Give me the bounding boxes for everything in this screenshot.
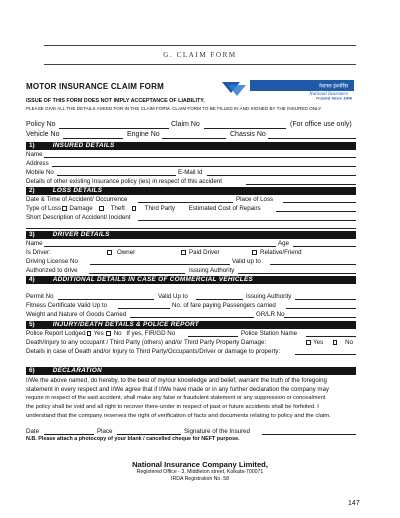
theft-checkbox[interactable] bbox=[132, 206, 137, 211]
injury-no-label: No bbox=[345, 339, 354, 346]
police-station-field[interactable] bbox=[306, 336, 356, 337]
fir-label: If yes, FIR/GD No bbox=[126, 330, 176, 337]
permit-valid-label: Valid Up to bbox=[158, 293, 188, 300]
third-party-label: Third Party bbox=[144, 205, 176, 212]
chassis-no-label: Chassis No bbox=[230, 131, 266, 138]
section-insured-details bbox=[26, 142, 356, 150]
other-policy-label: Details of other existing Insurance policy (ies) in respect of this accident bbox=[26, 178, 223, 185]
fare-passengers-field[interactable] bbox=[286, 308, 356, 309]
svg-text:नेशनल इंश्योरेंस: नेशनल इंश्योरेंस bbox=[318, 83, 348, 90]
accident-date-label: Date & Time of Accident/ Occurrence bbox=[26, 196, 128, 203]
theft-label: Theft bbox=[110, 205, 125, 212]
chassis-no-field[interactable] bbox=[268, 138, 356, 139]
estimated-cost-label: Estimated Cost of Repairs bbox=[188, 205, 261, 212]
declaration-line-1: I/We the above named, do hereby, to the best of my/our knowledge and belief, warrant the truth of the foregoing bbox=[26, 377, 327, 384]
permit-valid-field[interactable] bbox=[196, 299, 243, 300]
injury-details-field[interactable] bbox=[295, 354, 356, 355]
mobile-no-label: Mobile No bbox=[26, 169, 54, 176]
license-no-field[interactable] bbox=[90, 264, 230, 265]
declaration-line-3: require in respect of the said accident, shall make any false or fraudulent statement or any suppression or concealment bbox=[26, 395, 326, 401]
email-label: E-Mail Id bbox=[178, 169, 203, 176]
place-of-loss-label: Place of Loss bbox=[236, 196, 274, 203]
permit-no-label: Permit No bbox=[26, 293, 54, 300]
gr-lr-label: GR/LR No bbox=[256, 311, 285, 318]
goods-label: Weight and Nature of Goods Carried bbox=[26, 311, 127, 318]
driver-age-field[interactable] bbox=[293, 246, 356, 247]
page-number: 147 bbox=[348, 500, 360, 507]
fare-passengers-label: No. of fare paying Passengers carried bbox=[172, 302, 276, 309]
insured-name-label: Name bbox=[26, 151, 43, 158]
header-rule-bottom bbox=[44, 64, 356, 65]
fitness-label: Fitness Certificate Valid Up to bbox=[26, 302, 108, 309]
estimated-cost-field[interactable] bbox=[276, 211, 356, 212]
injury-question-label: Death/Injury to any occupant / Third Party (others) and/or Third Party Property Damage: bbox=[26, 339, 267, 346]
vehicle-no-field[interactable] bbox=[63, 138, 123, 139]
insured-name-field[interactable] bbox=[44, 157, 356, 158]
owner-label: Owner bbox=[117, 249, 136, 256]
footer-address: Registered Office - 3, Middleton street, Kolkata-700071 bbox=[136, 469, 264, 475]
license-valid-field[interactable] bbox=[270, 264, 356, 265]
section-header: G. CLAIM FORM bbox=[163, 51, 237, 59]
accident-date-field[interactable] bbox=[138, 202, 233, 203]
engine-no-label: Engine No bbox=[127, 131, 160, 138]
svg-text:National Insurance: National Insurance bbox=[309, 92, 348, 97]
permit-issuing-field[interactable] bbox=[295, 299, 356, 300]
type-unspecified-checkbox[interactable] bbox=[62, 206, 67, 211]
section-loss-details bbox=[26, 187, 356, 195]
footer-company-name: National Insurance Company Limited, bbox=[132, 460, 268, 469]
declaration-date-label: Date bbox=[26, 428, 40, 435]
injury-details-label: Details in case of Death and/or Injury to Third Party/Occupants/Driver or damage to property: bbox=[26, 348, 281, 355]
permit-issuing-label: Issuing Authority bbox=[246, 293, 292, 300]
section-declaration bbox=[26, 367, 356, 375]
insured-address-label: Address bbox=[26, 160, 49, 167]
driver-age-label: Age bbox=[278, 240, 290, 247]
injury-yes-checkbox[interactable] bbox=[306, 340, 311, 345]
damage-checkbox[interactable] bbox=[99, 206, 104, 211]
svg-text:Trusted Since 1906: Trusted Since 1906 bbox=[315, 95, 352, 100]
vehicle-row bbox=[26, 131, 356, 140]
relative-friend-checkbox[interactable] bbox=[252, 250, 257, 255]
police-no-checkbox[interactable] bbox=[106, 331, 111, 336]
police-no-label: No bbox=[113, 330, 122, 337]
header-rule-top bbox=[44, 45, 356, 46]
type-of-loss-row bbox=[26, 205, 261, 212]
neft-note: N.B. Please attach a photocopy of your blank / cancelled cheque for NEFT purpose. bbox=[26, 436, 240, 442]
vehicle-no-label: Vehicle No bbox=[26, 131, 60, 138]
fitness-field[interactable] bbox=[118, 308, 170, 309]
authorized-field[interactable] bbox=[89, 273, 185, 274]
policy-no-field[interactable] bbox=[59, 128, 169, 129]
short-description-field[interactable] bbox=[138, 220, 356, 221]
police-report-row bbox=[26, 330, 175, 337]
mobile-no-field[interactable] bbox=[57, 175, 176, 176]
type-of-loss-label: Type of Loss bbox=[26, 205, 62, 212]
notice-instructions: PLEASE GIVE ALL THE DETAILS ASKED FOR IN THE CLAIM FORM. CLAIM FORM TO BE FILLED IN AND SIGNED BY THE INSURED ONLY. bbox=[26, 106, 322, 111]
claim-no-label: Claim No bbox=[171, 121, 200, 128]
signature-label: Signature of the Insured bbox=[184, 428, 251, 435]
section-5-number: 5) bbox=[29, 321, 35, 328]
section-4-title: ADDITIONAL DETAILS IN CASE OF COMMERCIAL VEHICLES bbox=[52, 276, 254, 283]
driver-name-field[interactable] bbox=[44, 246, 276, 247]
section-1-title: INSURED DETAILS bbox=[52, 142, 115, 149]
damage-label: Damage bbox=[69, 205, 93, 212]
section-6-number: 6) bbox=[29, 367, 35, 374]
policy-no-label: Policy No bbox=[26, 121, 56, 128]
police-report-label: Police Report Lodged bbox=[26, 330, 86, 337]
short-description-label: Short Description of Accident/ Incident bbox=[26, 214, 131, 221]
declaration-line-4: the policy shall be void and all right to recover there-under in respect of past or future accidents shall be forfeited. I bbox=[26, 404, 319, 410]
goods-field[interactable] bbox=[130, 317, 254, 318]
driver-issuing-field[interactable] bbox=[238, 273, 356, 274]
form-title: MOTOR INSURANCE CLAIM FORM bbox=[26, 82, 164, 91]
police-yes-label: Yes bbox=[93, 330, 104, 337]
policy-row bbox=[26, 121, 356, 130]
license-valid-label: Valid up to bbox=[232, 258, 261, 265]
office-use-label: (For office use only) bbox=[290, 121, 352, 128]
insured-address-field[interactable] bbox=[52, 166, 356, 167]
paid-driver-label: Paid Driver bbox=[189, 249, 220, 256]
paid-driver-checkbox[interactable] bbox=[181, 250, 186, 255]
short-description-field-2[interactable] bbox=[26, 228, 356, 229]
declaration-date-field[interactable] bbox=[44, 434, 94, 435]
gr-lr-field[interactable] bbox=[284, 317, 356, 318]
permit-no-field[interactable] bbox=[58, 299, 154, 300]
section-2-number: 2) bbox=[29, 187, 35, 194]
injury-yes-label: Yes bbox=[313, 339, 324, 346]
section-injury-details bbox=[26, 321, 356, 329]
other-policy-field[interactable] bbox=[246, 184, 356, 185]
owner-checkbox[interactable] bbox=[107, 250, 112, 255]
place-of-loss-field[interactable] bbox=[283, 202, 356, 203]
section-3-title: DRIVER DETAILS bbox=[52, 231, 110, 238]
section-2-title: LOSS DETAILS bbox=[52, 187, 103, 194]
police-yes-checkbox[interactable] bbox=[87, 331, 92, 336]
section-3-number: 3) bbox=[29, 231, 35, 238]
section-5-title: INJURY/DEATH DETAILS & POLICE REPORT bbox=[52, 321, 200, 328]
is-driver-label: Is Driver: bbox=[26, 249, 51, 256]
signature-field[interactable] bbox=[262, 434, 356, 435]
section-6-title: DECLARATION bbox=[52, 367, 103, 374]
declaration-line-5: understand that the company reserves the right of verification of facts and documents relating to policy and the claim. bbox=[26, 413, 331, 419]
email-field[interactable] bbox=[207, 175, 356, 176]
section-driver-details bbox=[26, 231, 356, 239]
section-commercial-details bbox=[26, 276, 356, 284]
section-1-number: 1) bbox=[29, 142, 35, 149]
police-station-label: Police Station Name bbox=[241, 330, 298, 337]
national-insurance-emblem-icon bbox=[220, 78, 356, 100]
claim-no-field[interactable] bbox=[204, 128, 286, 129]
driver-name-label: Name bbox=[26, 240, 43, 247]
fir-field[interactable] bbox=[188, 336, 238, 337]
notice-liability: ISSUE OF THIS FORM DOES NOT IMPLY ACCEPTANCE OF LIABILITY. bbox=[26, 98, 205, 104]
driver-issuing-label: Issuing Authority bbox=[189, 267, 235, 274]
injury-yes-no bbox=[305, 339, 353, 346]
declaration-line-2: statement in every respect and I/We agree that if I/We have made or in any further declaration the company may bbox=[26, 386, 329, 393]
declaration-place-field[interactable] bbox=[117, 434, 181, 435]
company-logo bbox=[220, 78, 356, 100]
declaration-text bbox=[26, 376, 356, 421]
section-4-number: 4) bbox=[29, 276, 35, 283]
relative-friend-label: Relative/Friend bbox=[260, 249, 302, 256]
declaration-place-label: Place bbox=[97, 428, 113, 435]
footer-irda: IRDA Registration No. 58 bbox=[171, 476, 229, 482]
injury-no-checkbox[interactable] bbox=[333, 340, 338, 345]
license-no-label: Driving License No bbox=[26, 258, 78, 265]
engine-no-field[interactable] bbox=[162, 138, 226, 139]
authorized-label: Authorized to drive bbox=[26, 267, 78, 274]
